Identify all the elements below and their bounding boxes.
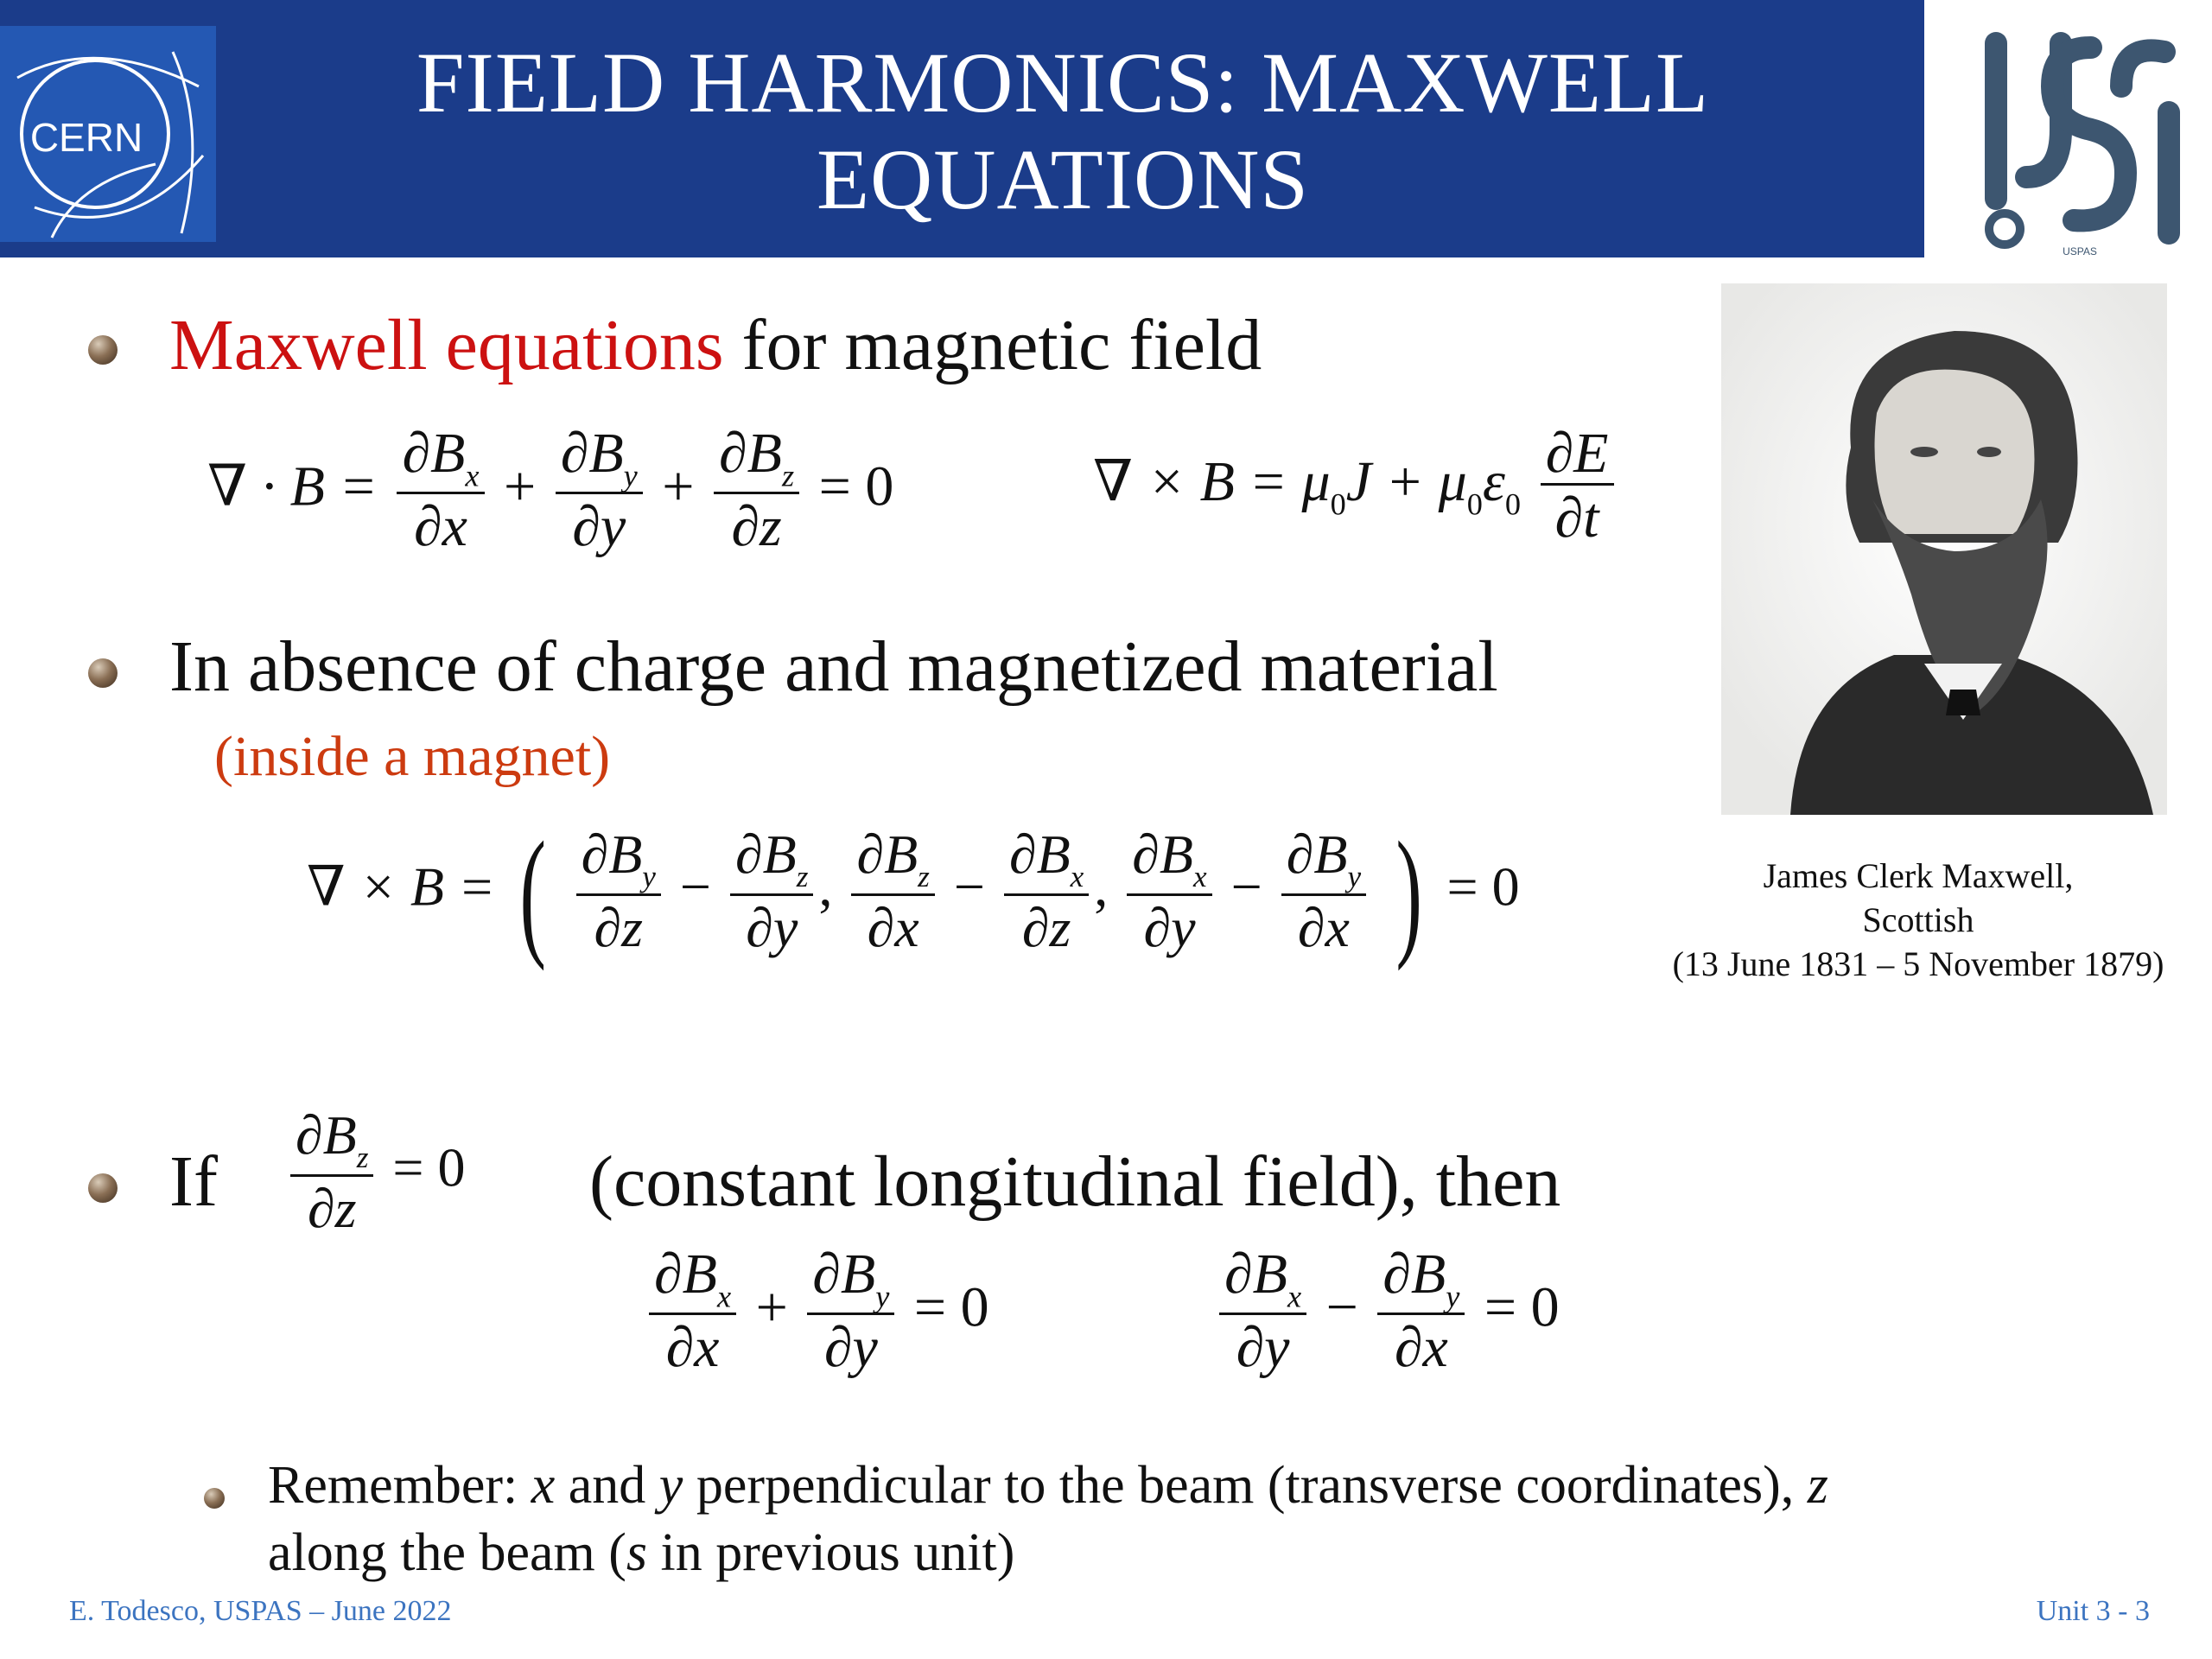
plus-sign: + bbox=[504, 454, 537, 518]
slide-title bbox=[346, 35, 1780, 228]
equation-divergence bbox=[207, 423, 893, 560]
title-line-2: EQUATIONS bbox=[816, 131, 1310, 227]
remember-note: Remember: x and y perpendicular to the beam (transverse coordinates), z along the beam (s in previous unit) bbox=[268, 1456, 1828, 1582]
bullet-maxwell-equations bbox=[169, 304, 1262, 387]
close-paren: ) bbox=[1395, 812, 1423, 972]
inside-magnet-note: (inside a magnet) bbox=[214, 725, 611, 788]
uspas-logo bbox=[1970, 26, 2190, 259]
cern-logo bbox=[0, 26, 216, 242]
fraction: $\frac{\partial B_y}{\partial y}$ bbox=[556, 423, 643, 560]
fraction: $\frac{\partial B_x}{\partial x}$ bbox=[397, 423, 484, 560]
bullet-marker bbox=[88, 658, 118, 688]
eq-rhs: = 0 bbox=[818, 454, 894, 518]
equation-curl-2d: $\frac{\partial B_x}{\partial y}$ − $\frac{\partial B_y}{\partial x}$ = 0 bbox=[1214, 1244, 1560, 1381]
equation-condition: $\frac{\partial B_z}{\partial z}$ = 0 bbox=[285, 1106, 466, 1240]
bullet1-text: for magnetic field bbox=[723, 305, 1262, 385]
equation-divergence-2d: $\frac{\partial B_x}{\partial x}$ + $\frac{\partial B_y}{\partial y}$ = 0 bbox=[644, 1244, 989, 1381]
caption-name: James Clerk Maxwell, bbox=[1763, 856, 2074, 895]
fraction: $\frac{\partial B_z}{\partial z}$ bbox=[714, 423, 799, 560]
svg-text:CERN: CERN bbox=[29, 115, 143, 160]
maxwell-portrait bbox=[1721, 283, 2167, 815]
svg-text:USPAS: USPAS bbox=[2063, 245, 2097, 257]
fraction: $\frac{\partial E}{\partial t}$ bbox=[1541, 423, 1614, 551]
portrait-caption bbox=[1624, 854, 2212, 986]
footer-page-number: Unit 3 - 3 bbox=[2036, 1595, 2150, 1627]
equation-curl-zero: ∇ × B = ( $\frac{\partial B_y}{\partial z}$ − $\frac{\partial B_z}{\partial y}$ , $\frac{\partial B_z}{\partial x}$ − $\frac{\partial B_x}{\partial z}$ , $\frac{\partial B_x}{\partial y}$ − $\frac{\partial B_y}{\partial x}$ ) = 0 bbox=[307, 812, 1520, 972]
title-line-1: FIELD HARMONICS: MAXWELL bbox=[416, 35, 1710, 130]
open-paren: ( bbox=[519, 812, 547, 972]
equation-curl-ampere: ∇ × $B = \mu_0J + \mu_0\varepsilon_0$ $\frac{\partial E}{\partial t}$ bbox=[1093, 423, 1619, 551]
eq-lhs: ∇ · B = bbox=[207, 454, 378, 518]
caption-nationality: Scottish bbox=[1862, 900, 1974, 939]
bullet-absence-of-charge: In absence of charge and magnetized material bbox=[169, 626, 1498, 707]
bullet-marker bbox=[88, 335, 118, 365]
bullet-constant-field: (constant longitudinal field), then bbox=[589, 1141, 1561, 1222]
caption-dates: (13 June 1831 – 5 November 1879) bbox=[1672, 944, 2164, 983]
bullet-if-label: If bbox=[169, 1141, 218, 1222]
footer-author: E. Todesco, USPAS – June 2022 bbox=[69, 1595, 452, 1627]
plus-sign: + bbox=[662, 454, 695, 518]
sub-bullet-marker bbox=[204, 1488, 225, 1509]
bullet-marker bbox=[88, 1173, 118, 1203]
maxwell-equations-highlight: Maxwell equations bbox=[169, 305, 724, 385]
